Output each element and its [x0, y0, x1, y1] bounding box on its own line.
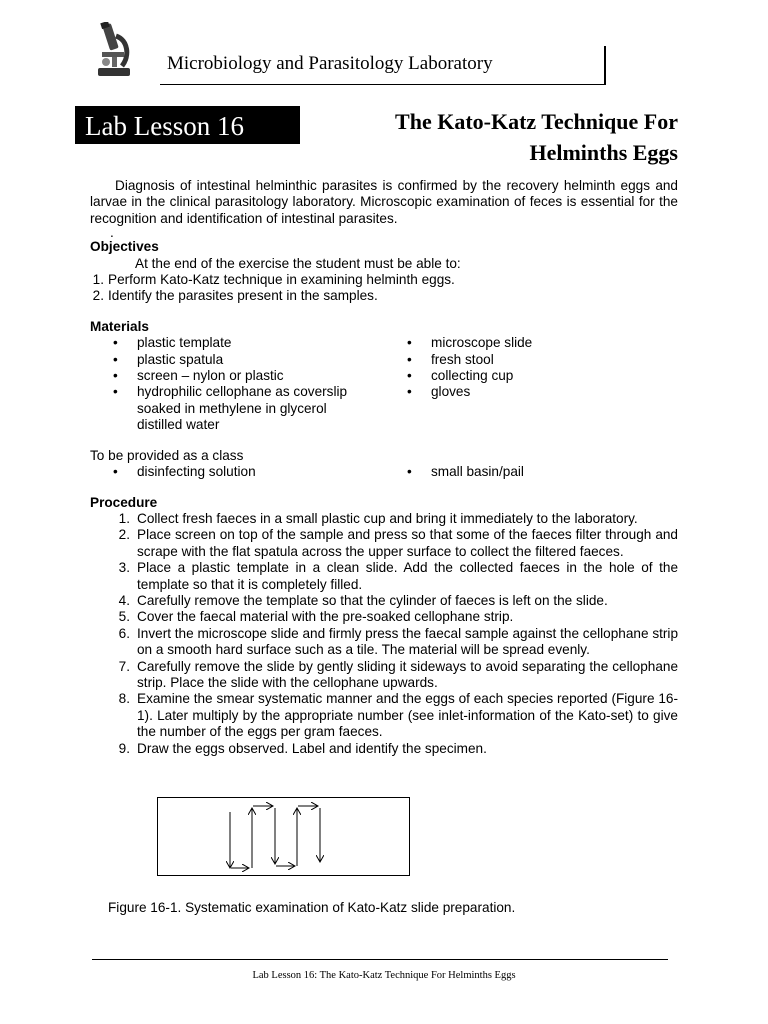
- header-rule: [160, 84, 606, 85]
- procedure-step: 4. Carefully remove the template so that the cylinder of faeces is left on the slide.: [118, 592, 608, 608]
- procedure-step: 1. Collect fresh faeces in a small plastic cup and bring it immediately to the laboratory.: [118, 510, 638, 526]
- class-right-list: [384, 464, 678, 480]
- procedure-step: 8. Examine the smear systematic manner and the eggs of each species reported (Figure 16-1). Later multiply by the appropriate number (see inlet-information of the Kato-set) to give the number of the eggs per gram faeces.: [118, 691, 678, 740]
- intro-paragraph: Diagnosis of intestinal helminthic parasites is confirmed by the recovery helminth eggs and larvae in the clinical parasitology laboratory. Microscopic examination of feces is essential for the recognition and identification of intestinal parasites.: [90, 178, 678, 226]
- list-item: 1. Perform Kato-Katz technique in examining helminth eggs.: [92, 272, 455, 288]
- objectives-heading: Objectives: [90, 239, 159, 255]
- slide-scan-diagram: [157, 797, 410, 876]
- list-item: • gloves: [407, 384, 471, 400]
- procedure-heading: Procedure: [90, 494, 158, 510]
- class-materials-columns: [90, 464, 678, 480]
- list-item: • screen – nylon or plastic: [113, 368, 284, 384]
- title-line-1: The Kato-Katz Technique For: [395, 109, 678, 134]
- figure-caption: Figure 16-1. Systematic examination of Kato-Katz slide preparation.: [108, 900, 516, 915]
- list-item: • disinfecting solution: [113, 464, 256, 480]
- footer-rule: [92, 959, 668, 960]
- procedure-step: 5. Cover the faecal material with the pre-soaked cellophane strip.: [118, 609, 514, 625]
- materials-heading: Materials: [90, 318, 149, 334]
- materials-right-list: [384, 335, 678, 433]
- procedure-step: 6. Invert the microscope slide and firmly press the faecal sample against the cellophane strip on a smooth hard surface such as a tile. The material will be spread evenly.: [118, 625, 679, 658]
- microscope-icon: [92, 22, 134, 78]
- materials-columns: [90, 335, 678, 433]
- procedure-step: 7. Carefully remove the slide by gently sliding it sideways to avoid separating the cellophane strip. Place the slide with the cellophane upwards.: [118, 658, 678, 690]
- document-title: [395, 106, 678, 168]
- header-divider: [604, 46, 606, 84]
- procedure-step: 2. Place screen on top of the sample and press so that some of the faeces filter through and scrape with the flat spatula across the upper surface to collect the filtered faeces.: [118, 527, 678, 559]
- page-body: [90, 178, 678, 757]
- stray-mark: .: [110, 225, 114, 241]
- title-line-2: Helminths Eggs: [529, 140, 678, 165]
- procedure-list: [90, 511, 678, 757]
- scan-path-arrows: [158, 798, 409, 875]
- page-footer: Lab Lesson 16: The Kato-Katz Technique For Helminths Eggs: [252, 970, 516, 981]
- class-provided-label: To be provided as a class: [90, 447, 244, 463]
- procedure-step: 3. Place a plastic template in a clean slide. Add the collected faeces in the hole of the template so that it is completely filled.: [118, 560, 678, 592]
- class-left-list: [90, 464, 384, 480]
- list-item: • small basin/pail: [407, 464, 524, 480]
- list-item: • microscope slide: [407, 335, 533, 351]
- list-item: • plastic spatula: [113, 351, 224, 367]
- list-item: • plastic template: [113, 335, 232, 351]
- list-item: • hydrophilic cellophane as coverslip soaked in methylene in glycerol distilled water: [113, 384, 348, 433]
- objectives-lead: At the end of the exercise the student must be able to:: [135, 255, 461, 271]
- materials-left-list: [90, 335, 384, 433]
- objectives-list: [90, 272, 678, 305]
- procedure-step: 9. Draw the eggs observed. Label and identify the specimen.: [118, 740, 487, 756]
- list-item: 2. Identify the parasites present in the samples.: [92, 288, 378, 304]
- lab-name: Microbiology and Parasitology Laboratory: [167, 53, 493, 74]
- list-item: • collecting cup: [407, 368, 514, 384]
- lesson-label: Lab Lesson 16: [75, 106, 300, 144]
- list-item: • fresh stool: [407, 351, 494, 367]
